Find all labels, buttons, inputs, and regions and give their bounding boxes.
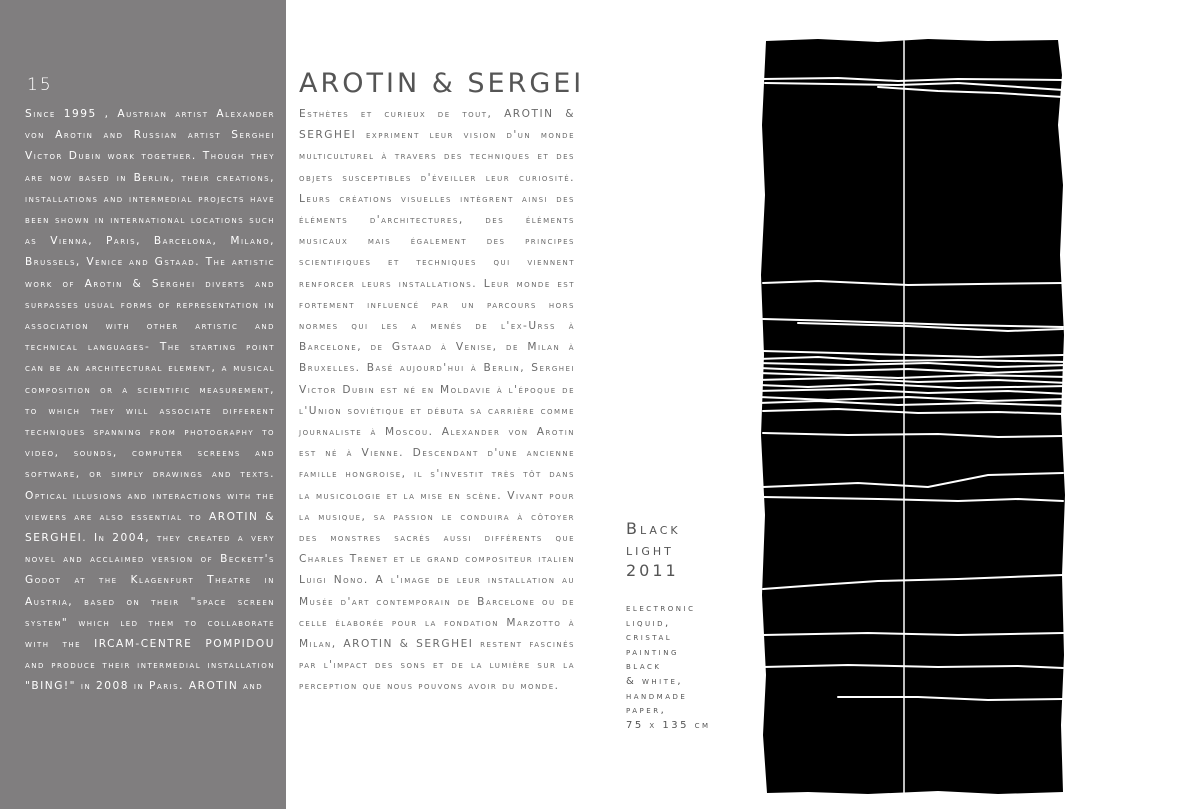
artwork-year: 2011	[626, 561, 679, 580]
artwork-detail-line: painting	[626, 646, 679, 658]
artwork-detail-line: black	[626, 661, 662, 673]
artwork-caption	[626, 602, 711, 733]
artwork-title-line: light	[626, 540, 674, 559]
french-biography-text: Esthètes et curieux de tout, AROTIN & SERGHEI expriment leur vision d'un monde multiculturel à travers des techniques et des objets susceptibles d'éveiller leur curiosité. Leurs créations visuelles intègrent ainsi des éléments d'architectures, des éléments musicaux mais également des principes scientifiques et techniques qui viennent renforcer leurs installations. Leur monde est fortement influencé par un parcours hors normes qui les a menés de l'ex-Urss à Barcelone, de Gstaad à Venise, de Milan à Bruxelles. Basé aujourd'hui à Berlin, Serghei Victor Dubin est né en Moldavie à l'époque de l'Union soviétique et débuta sa carrière comme journaliste à Moscou. Alexander von Arotin est né à Vienne. Descendant d'une ancienne famille hongroise, il s'investit très tôt dans la musicologie et la mise en scène. Vivant pour la musique, sa passion le conduira à côtoyer des monstres sacrés aussi différents que Charles Trenet et le grand compositeur italien Luigi Nono. A l'image de leur installation au Musée d'art contemporain de Barcelone ou de celle élaborée pour la fondation Marzotto à Milan, AROTIN & SERGHEI restent fascinés par l'impact des sons et de la lumière sur la perception que nous pouvons avoir du monde.	[299, 108, 575, 693]
artwork-detail-line: & white,	[626, 675, 684, 687]
artwork-title	[626, 518, 681, 581]
artwork-detail-line: paper,	[626, 705, 667, 717]
artwork-line	[763, 633, 1063, 635]
artwork-dimensions: 75 x 135 cm	[626, 719, 711, 731]
page-number: 15	[27, 75, 53, 95]
artwork-detail-line: cristal	[626, 632, 673, 644]
artwork-image	[758, 35, 1068, 797]
artwork-detail-line: electronic	[626, 603, 696, 614]
artwork-detail-line: liquid,	[626, 617, 671, 629]
page-title: AROTIN & SERGEI	[299, 68, 585, 99]
artwork-detail-line: handmade	[626, 690, 688, 702]
left-gray-panel	[0, 0, 286, 809]
english-biography-text: Since 1995 , Austrian artist Alexander von Arotin and Russian artist Serghei Victor Dubin work together. Though they are now based in Berlin, their creations, installations and intermedial projects have been shown in international locations such as Vienna, Paris, Barcelona, Milano, Brussels, Venice and Gstaad. The artistic work of Arotin & Serghei diverts and surpasses usual forms of representation in association with other artistic and technical languages- The starting point can be an architectural element, a musical composition or a scientific measurement, to which they will associate different techniques spanning from photography to video, sounds, computer screens and software, or simply drawings and texts. Optical illusions and interactions with the viewers are also essential to AROTIN & SERGHEI. In 2004, they created a very novel and acclaimed version of Beckett's Godot at the Klagenfurt Theatre in Austria, based on their "space screen system" which led them to collaborate with the IRCAM-CENTRE POMPIDOU and produce their intermedial installation "BING!" in 2008 in Paris. AROTIN and	[25, 108, 275, 693]
artwork-title-line: Black	[626, 519, 681, 538]
artwork-canvas	[761, 39, 1065, 794]
